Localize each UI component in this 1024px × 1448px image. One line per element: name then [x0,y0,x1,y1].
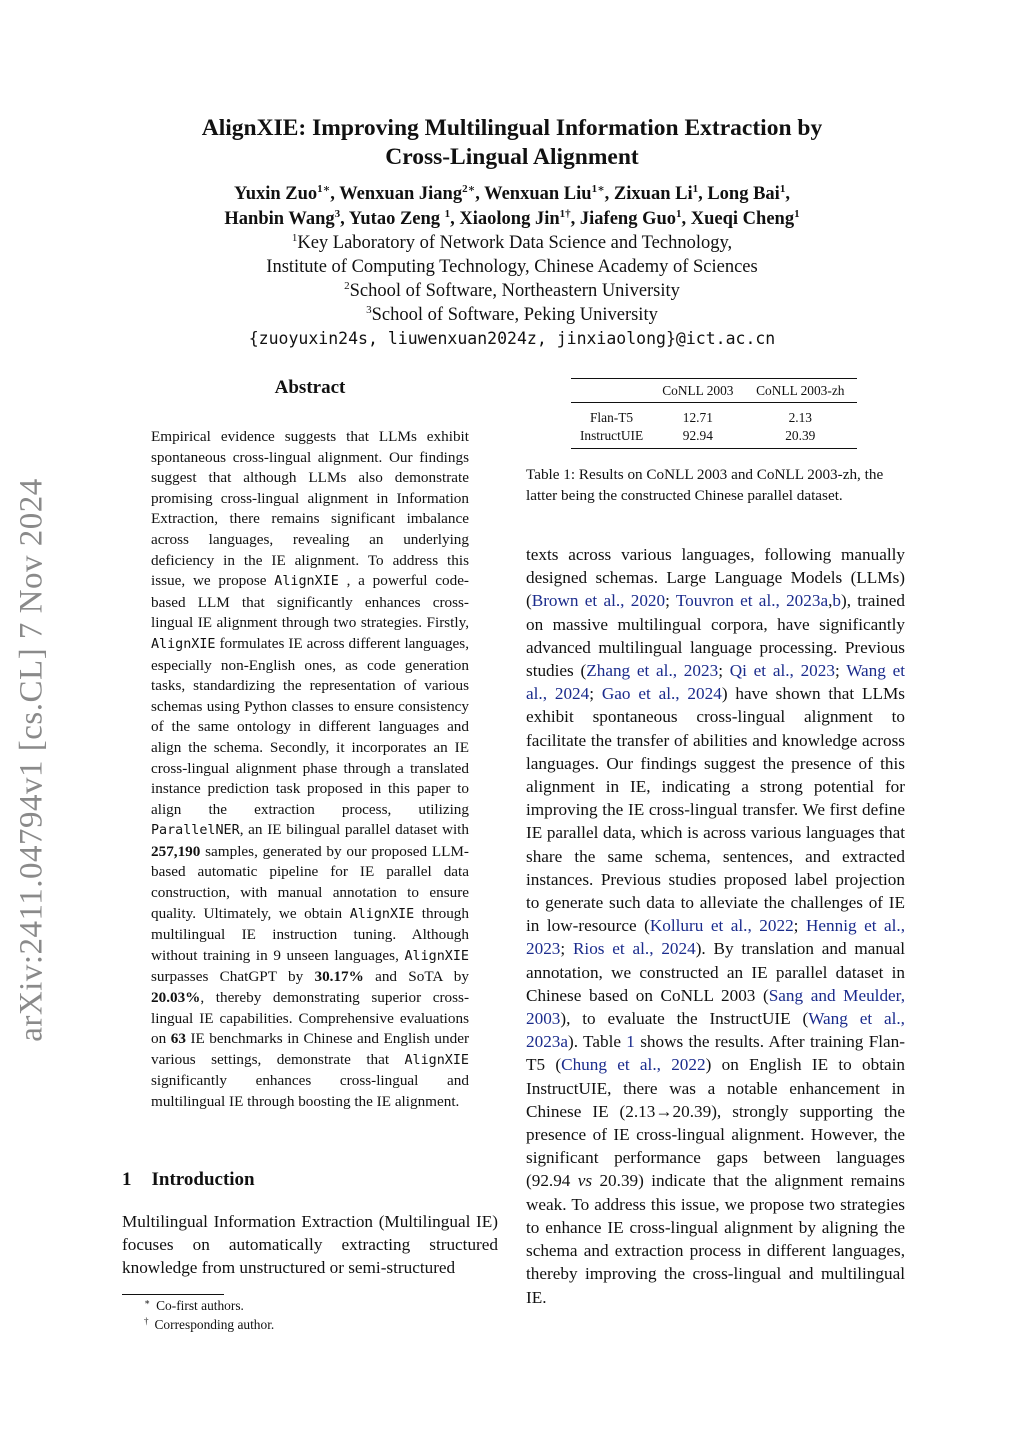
table-header-cell: CoNLL 2003-zh [756,383,845,398]
abstract-text: samples, generated by our proposed LLM-based automatic pipeline for IE parallel data construction, with manual annotation to ensure quality. Ultimately, we obtain [151,842,469,922]
abstract-text: significantly enhances cross-lingual and multilingual IE through boosting the IE alignment. [151,1072,469,1110]
affil-text: School of Software, Peking University [371,305,658,325]
results-table [571,378,857,449]
abstract-heading: Abstract [274,377,346,398]
table-cell: InstructUIE [579,428,644,443]
footnote-1 [144,1298,244,1314]
body-text: shows the results. After training Flan-T5 ( [526,1032,905,1075]
author-affil-mark: 1 [676,207,682,220]
author-name: Wenxuan Jiang [339,184,463,204]
citation-link[interactable]: Sang and Meulder, 2003 [526,985,906,1029]
abstract-text: , a powerful code-based LLM that significantly enhances cross-lingual IE alignment through two strategies. Firstly, [151,572,469,632]
affil-mark: 1 [291,231,298,244]
body-text: ), trained on massive multilingual corpora, have significantly advanced multilingual language processing. Previous studies ( [526,591,905,681]
body-text: ). Table [568,1032,627,1052]
title-line-2: Cross-Lingual Alignment [385,144,639,170]
author-affil-mark: 1∗ [317,182,331,195]
table-row [571,427,857,449]
table-cell: 92.94 [682,428,713,443]
model-name: AlignXIE [404,948,469,964]
title-line-1: AlignXIE: Improving Multilingual Information Extraction by [201,115,823,141]
author-name: Long Bai [707,184,780,204]
affiliation-3 [120,303,904,327]
table-header-row [571,379,857,403]
table-cell: 12.71 [682,410,713,425]
introduction-continued [526,543,905,1309]
model-name: AlignXIE [151,636,216,652]
body-text: ; [718,661,730,681]
affil-mark: 2 [344,279,350,292]
author-affil-mark: 1 [692,182,699,195]
author-affil-mark: 1 [444,207,451,220]
affiliations [120,231,904,351]
author-list [120,182,904,232]
affiliation-2 [120,279,904,303]
abstract-body [151,427,469,1113]
citation-link[interactable]: Hennig et al., 2023 [526,916,906,959]
table-row [571,403,857,428]
citation-link[interactable]: Kolluru et al., 2022 [649,916,794,936]
section-heading-introduction [122,1169,255,1191]
bold-number: 30.17% [314,968,364,986]
abstract-text: and SoTA by [363,968,469,986]
abstract-text: , thereby demonstrating superior cross-lingual IE capabilities. Comprehensive evaluations on [151,989,469,1048]
author-affil-mark: 1 [794,207,800,220]
citation-link[interactable]: Gao et al., 2024 [601,684,722,704]
author-name: Yutao Zeng [348,209,445,229]
arxiv-id-text: arXiv:2411.04794v1 [cs.CL] 7 Nov 2024 [13,478,50,1042]
introduction-text: Multilingual Information Extraction (Multilingual IE) focuses on automatically extracting structured knowledge from unstructured or semi-structured [122,1212,498,1278]
italic-vs: vs [577,1171,593,1191]
footnote-text: Corresponding author. [154,1317,275,1332]
affil-mark: 3 [366,303,372,316]
footnote-2 [144,1317,274,1333]
body-text: texts across various languages, following manually designed schemas. Large Language Models (LLMs) ( [526,545,905,611]
affiliation-1 [120,231,904,255]
table-header-cell [571,379,652,403]
bold-number: 63 [170,1030,186,1048]
body-text: ; [589,684,602,704]
table-reference-link[interactable]: 1 [626,1032,635,1052]
arxiv-identifier [2,480,62,1040]
author-name: Jiafeng Guo [579,209,676,229]
abstract-text: surpasses ChatGPT by [151,968,315,986]
citation-link[interactable]: Brown et al., 2020 [531,591,666,611]
affil-text: School of Software, Northeastern University [349,281,680,301]
model-name: AlignXIE [349,906,415,922]
footnote-rule [122,1294,224,1295]
body-text: ), to evaluate the InstructUIE ( [560,1009,809,1029]
section-title: Introduction [151,1169,255,1190]
table-cell: 20.39 [785,428,816,443]
body-text: ; [793,916,806,936]
author-line-1: Yuxin Zuo$^{1∗}$, Wenxuan Jiang$^{2∗}$, Wenxuan Liu$^{1∗}$, Zixuan Li$^1$, Long Bai$^1$, [234,182,790,204]
body-text: ). By translation and manual annotation, we constructed an IE parallel dataset in Chinese based on CoNLL 2003 ( [526,939,905,1005]
footnote-text: Co-first authors. [156,1298,244,1313]
author-name: Zixuan Li [613,184,693,204]
citation-link[interactable]: b [832,591,841,611]
model-name: AlignXIE [274,574,339,590]
body-text: ; [834,661,847,681]
model-name: AlignXIE [404,1052,469,1068]
body-text: ; [665,591,676,611]
author-affil-mark: 1∗ [591,182,605,195]
citation-link[interactable]: Zhang et al., 2023 [586,661,719,681]
author-affil-mark: 1† [559,207,571,220]
abstract-text: formulates IE across different languages, especially non-English ones, as code generation tasks, standardizing the representation of various schemas using Python classes to ensure consistency of the same ontology in different languages and align the schema. Secondly, it incorporates an IE cross-lingual alignment phase through a translated instance prediction task proposed in this paper to align the extraction process, utilizing [151,634,469,818]
author-line-2: Hanbin Wang$^3$, Yutao Zeng $^1$, Xiaolong Jin$^{1\dagger}$, Jiafeng Guo$^1$, Xueqi Cheng$^1$ [224,207,800,229]
author-affil-mark: 3 [334,207,341,220]
author-name: Xueqi Cheng [690,209,795,229]
table-header-cell: CoNLL 2003 [662,383,734,398]
body-text: ) on English IE to obtain InstructUIE, there was a notable enhancement in Chinese IE (2.13→20.39), strongly supporting the presence of IE cross-lingual alignment. However, the significant performance gaps between languages (92.94 [526,1055,905,1191]
table-cell: 2.13 [788,410,812,425]
author-name: Hanbin Wang [224,209,335,229]
abstract-text: IE benchmarks in Chinese and English under various settings, demonstrate that [151,1030,469,1068]
section-number: 1 [122,1169,132,1190]
body-text: , [828,591,833,611]
bold-number: 257,190 [151,842,201,860]
author-name: Yuxin Zuo [234,184,318,204]
abstract-text: , an IE bilingual parallel dataset with [239,821,469,839]
paper-title [120,114,904,172]
author-affil-mark: 2∗ [462,182,476,195]
citation-link[interactable]: Qi et al., 2023 [729,661,835,681]
table-cell: Flan-T5 [589,410,634,425]
body-text: ) have shown that LLMs exhibit spontaneous cross-lingual alignment to facilitate the transfer of abilities and knowledge across languages. Our findings suggest the presence of this alignment in IE, indicating a strong potential for improving the IE cross-lingual transfer. We first define IE parallel data, which is across various languages that share the same schema, sentences, and extracted instances. Previous studies proposed label projection to generate such data to alleviate the challenges of IE in low-resource ( [526,684,905,936]
citation-link[interactable]: Rios et al., 2024 [572,939,696,959]
bold-number: 20.03% [151,989,201,1007]
citation-link[interactable]: Wang et al., 2024 [526,661,906,704]
affiliation-1b: Institute of Computing Technology, Chinese Academy of Sciences [266,257,758,277]
author-emails: {zuoyuxin24s, liuwenxuan2024z, jinxiaolong}@ict.ac.cn [248,329,776,348]
citation-link[interactable]: Wang et al., 2023a [526,1009,905,1052]
abstract-text: through multilingual IE instruction tuning. Although without training in 9 unseen languages, [151,904,469,964]
table-caption: Table 1: Results on CoNLL 2003 and CoNLL 2003-zh, the latter being the constructed Chinese parallel dataset. [526,466,884,504]
affil-text: Key Laboratory of Network Data Science and Technology, [297,233,733,253]
citation-link[interactable]: Touvron et al., 2023a [675,591,829,611]
dataset-name: ParallelNER [151,823,240,839]
body-text: 20.39) indicate that the alignment remains weak. To address this issue, we propose two strategies to enhance IE cross-lingual alignment by aligning the schema and extraction process in different languages, thereby improving the cross-lingual and multilingual IE. [526,1171,905,1307]
footnote-mark: † [144,1315,149,1326]
author-affil-mark: 1 [779,182,786,195]
author-name: Xiaolong Jin [459,209,560,229]
abstract-text: Empirical evidence suggests that LLMs exhibit spontaneous cross-lingual alignment. Our findings suggest that although LLMs also demonstrate promising cross-lingual alignment in Information Extraction, there remains significant imbalance across languages, revealing an underlying deficiency in the IE alignment. To address this issue, we propose [151,428,469,590]
author-name: Wenxuan Liu [484,184,592,204]
footnote-mark: ∗ [144,1296,151,1307]
body-text: ; [560,939,573,959]
citation-link[interactable]: Chung et al., 2022 [561,1055,706,1075]
